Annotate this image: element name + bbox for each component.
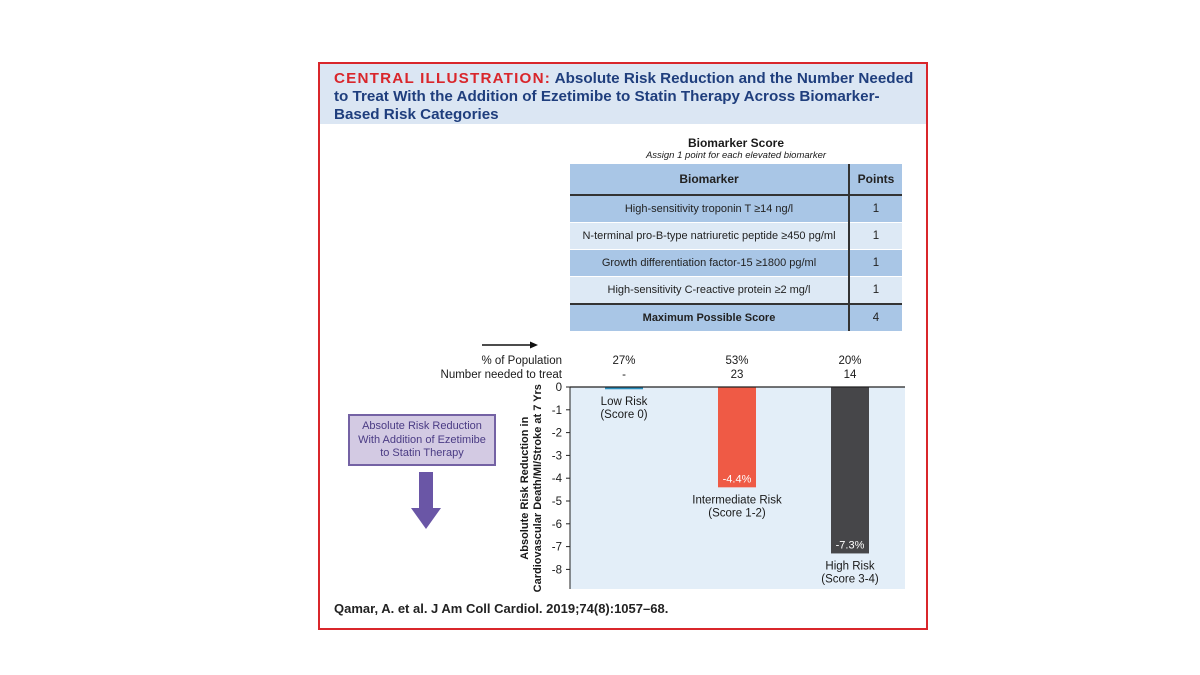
bar-high-risk xyxy=(831,387,869,553)
biomarker-points: 1 xyxy=(849,223,902,250)
table-header-row xyxy=(570,164,902,195)
y-tick-label: -7 xyxy=(551,541,562,554)
population-pct-low: 27% xyxy=(612,355,636,367)
biomarker-name: Growth differentiation factor-15 ≥1800 pg/ml xyxy=(570,250,849,277)
biomarker-name: High-sensitivity C-reactive protein ≥2 mg/l xyxy=(570,277,849,305)
citation: Qamar, A. et al. J Am Coll Cardiol. 2019;74(8):1057–68. xyxy=(334,601,669,616)
biomarker-name: N-terminal pro-B-type natriuretic peptide ≥450 pg/ml xyxy=(570,223,849,250)
title-text: Absolute Risk Reduction and the Number Needed to Treat With the Addition of Ezetimibe to Statin Therapy Across Biomarker-Based Risk Categories xyxy=(334,70,914,123)
category-label-line-2: (Score 1-2) xyxy=(708,507,766,520)
population-pct-high: 20% xyxy=(838,355,862,367)
y-tick-label: -6 xyxy=(551,518,562,531)
category-label-line-1: Intermediate Risk xyxy=(692,494,782,507)
category-label-line-1: Low Risk xyxy=(600,396,648,408)
biomarker-score-heading xyxy=(570,136,902,162)
biomarker-points: 1 xyxy=(849,195,902,223)
column-header-biomarker: Biomarker xyxy=(570,164,849,195)
total-points: 4 xyxy=(849,304,902,331)
table-row xyxy=(570,250,902,277)
bar-intermediate-risk xyxy=(718,387,756,487)
y-axis-label-line-1: Absolute Risk Reduction in xyxy=(519,416,531,560)
arr-line-2: With Addition of Ezetimibe xyxy=(358,433,486,446)
y-tick-label: -2 xyxy=(551,427,562,440)
arr-line-1: Absolute Risk Reduction xyxy=(362,420,482,432)
table-row xyxy=(570,223,902,250)
y-tick-label: -4 xyxy=(551,473,562,486)
right-arrow-icon xyxy=(480,340,540,350)
y-axis-label-line-2: Cardiovascular Death/MI/Stroke at 7 Yrs xyxy=(532,384,544,593)
down-arrow-icon xyxy=(410,472,442,530)
table-total-row xyxy=(570,304,902,331)
population-row-label: % of Population xyxy=(481,355,562,367)
y-tick-label: -1 xyxy=(551,404,562,417)
biomarker-points: 1 xyxy=(849,277,902,305)
illustration-frame xyxy=(318,62,928,630)
y-tick-label: -5 xyxy=(551,496,562,508)
biomarker-points: 1 xyxy=(849,250,902,277)
bar-value-label: -7.3% xyxy=(835,539,865,552)
risk-reduction-chart xyxy=(510,374,910,594)
arr-label-box xyxy=(348,414,496,466)
arr-line-3: to Statin Therapy xyxy=(380,447,464,459)
header-band xyxy=(320,64,926,124)
population-pct-intermediate: 53% xyxy=(725,355,749,367)
nnt-low: - xyxy=(622,369,626,381)
y-tick-label: -8 xyxy=(551,564,562,577)
table-row xyxy=(570,277,902,305)
nnt-high: 14 xyxy=(843,369,857,381)
table-row xyxy=(570,195,902,223)
central-illustration-label: CENTRAL ILLUSTRATION: xyxy=(334,70,551,87)
biomarker-table xyxy=(570,164,902,331)
column-header-points: Points xyxy=(849,164,902,195)
nnt-intermediate: 23 xyxy=(730,369,744,381)
total-label: Maximum Possible Score xyxy=(570,304,849,331)
y-tick-label: -3 xyxy=(551,450,562,463)
nnt-row-label: Number needed to treat xyxy=(440,369,562,381)
biomarker-score-subtitle: Assign 1 point for each elevated biomarker xyxy=(645,150,827,161)
bar-value-label: -4.4% xyxy=(722,473,752,486)
illustration-title xyxy=(334,70,920,124)
category-label-line-2: (Score 3-4) xyxy=(821,573,879,586)
y-tick-label: 0 xyxy=(555,382,562,394)
biomarker-name: High-sensitivity troponin T ≥14 ng/l xyxy=(570,195,849,223)
category-label-line-1: High Risk xyxy=(825,560,875,573)
category-label-line-2: (Score 0) xyxy=(600,409,648,421)
biomarker-score-title: Biomarker Score xyxy=(687,136,785,150)
